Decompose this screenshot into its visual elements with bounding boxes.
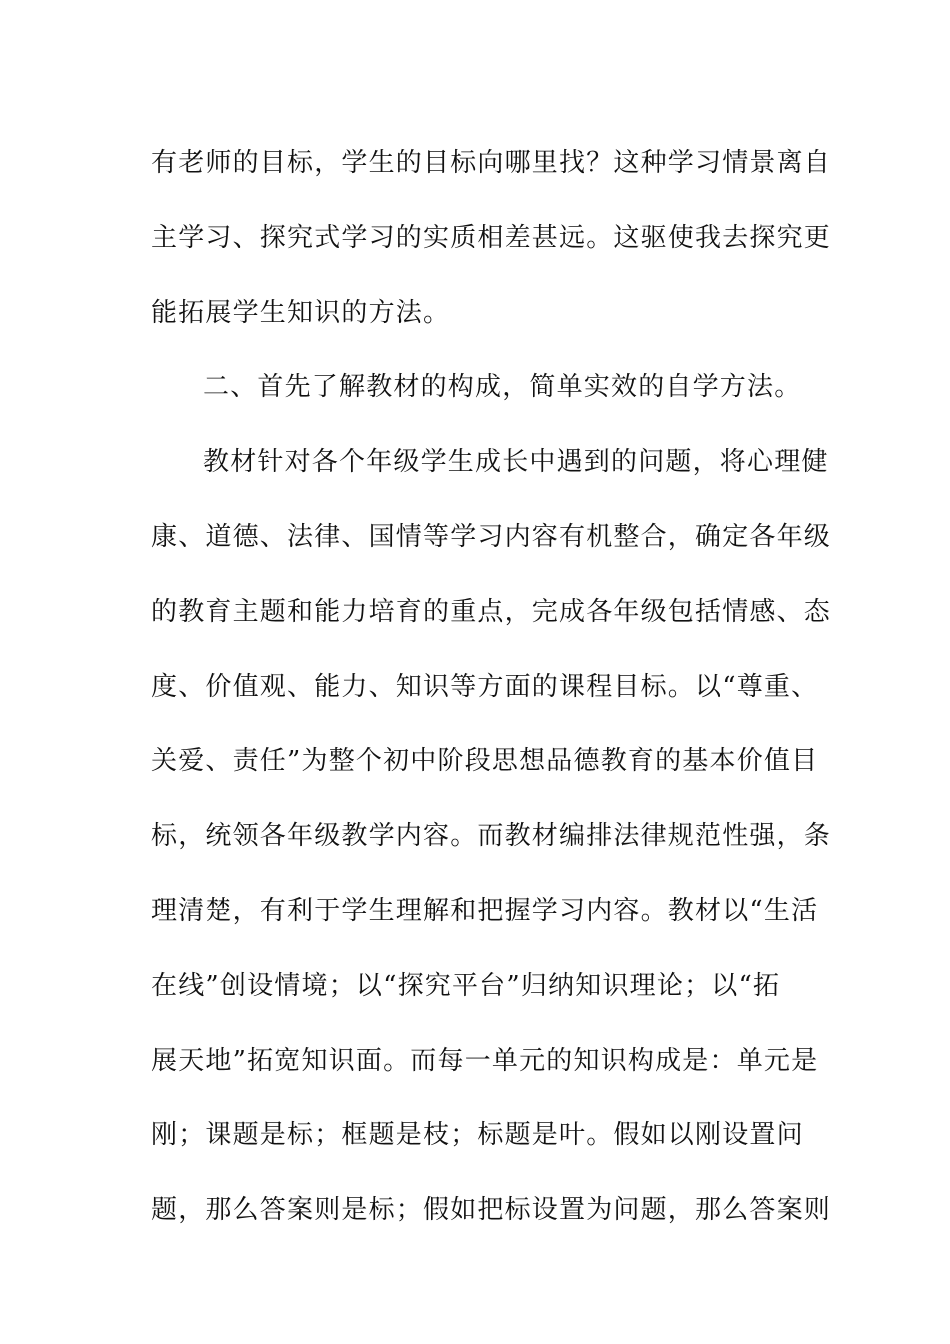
text-line: 题，那么答案则是标；假如把标设置为问题，那么答案则 xyxy=(151,1195,832,1226)
body-text xyxy=(151,126,832,1248)
text-line: 关爱、责任”为整个初中阶段思想品德教育的基本价值目 xyxy=(151,746,819,777)
text-line: 康、道德、法律、国情等学习内容有机整合，确定各年级 xyxy=(151,521,832,552)
text-line: 的教育主题和能力培育的重点，完成各年级包括情感、态 xyxy=(151,596,832,627)
text-line: 教材针对各个年级学生成长中遇到的问题，将心理健 xyxy=(203,447,829,478)
text-line: 主学习、探究式学习的实质相差甚远。这驱使我去探究更 xyxy=(151,222,832,253)
text-line: 度、价值观、能力、知识等方面的课程目标。以“尊重、 xyxy=(151,671,819,702)
text-line: 有老师的目标，学生的目标向哪里找？这种学习情景离自 xyxy=(151,148,832,178)
section-heading: 二、首先了解教材的构成，简单实效的自学方法。 xyxy=(203,372,802,403)
text-line: 能拓展学生知识的方法。 xyxy=(151,297,451,328)
text-line: 理清楚，有利于学生理解和把握学习内容。教材以“生活 xyxy=(151,895,819,926)
text-line: 标，统领各年级教学内容。而教材编排法律规范性强，条 xyxy=(151,821,832,852)
text-line: 刚；课题是标；框题是枝；标题是叶。假如以刚设置问 xyxy=(151,1120,804,1151)
text-line: 展天地”拓宽知识面。而每一单元的知识构成是：单元是 xyxy=(151,1045,819,1076)
text-line: 在线”创设情境；以“探究平台”归纳知识理论；以“拓 xyxy=(151,970,781,1001)
